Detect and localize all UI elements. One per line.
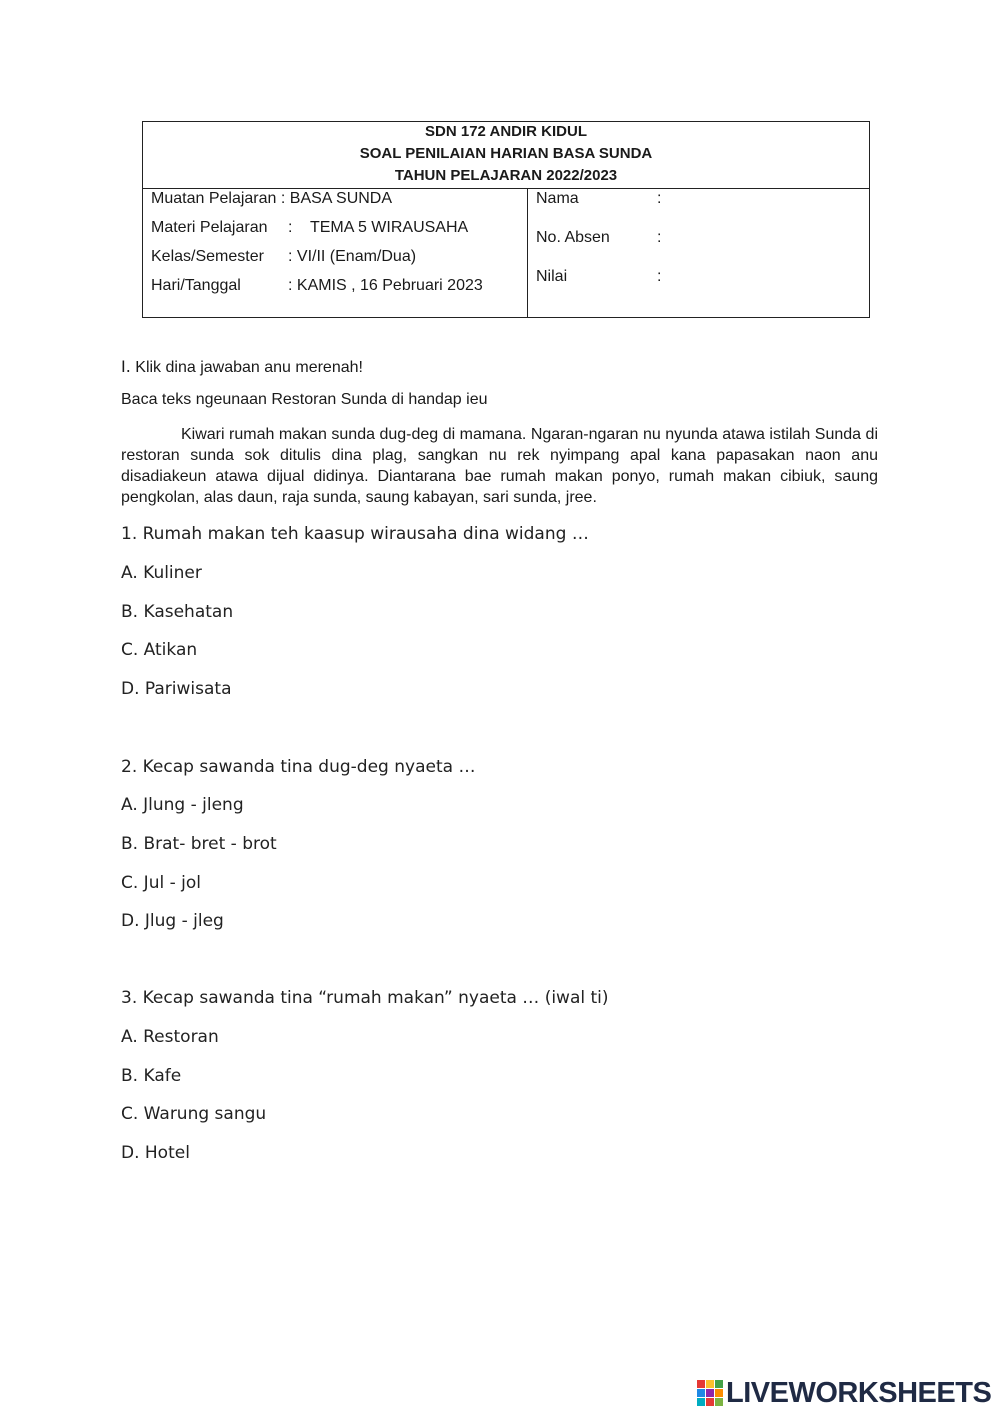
intro-text: Baca teks ngeunaan Restoran Sunda di handap ieu: [121, 391, 488, 408]
logo-square: [697, 1380, 705, 1388]
logo-square: [697, 1389, 705, 1397]
question-1: 1. Rumah makan teh kaasup wirausaha dina widang …: [121, 524, 589, 544]
field-no-absen[interactable]: No. Absen :: [536, 229, 662, 246]
question-2: 2. Kecap sawanda tina dug-deg nyaeta …: [121, 757, 476, 777]
field-nama[interactable]: Nama :: [536, 190, 662, 207]
logo-square: [706, 1398, 714, 1406]
logo-square: [715, 1398, 723, 1406]
exam-title: SOAL PENILAIAN HARIAN BASA SUNDA: [359, 145, 653, 162]
header-divider: [143, 188, 869, 189]
q1-option-c[interactable]: C. Atikan: [121, 640, 198, 660]
logo-square: [715, 1380, 723, 1388]
header-column-divider: [527, 188, 528, 317]
q1-option-b[interactable]: B. Kasehatan: [121, 602, 234, 622]
reading-passage: Kiwari rumah makan sunda dug-deg di mamana. Ngaran-ngaran nu nyunda atawa istilah Sunda di restoran sunda sok ditulis dina plag, sangkan nu rek nyimpang apal kana papasakan naon anu disadiakeun atawa dijual didinya. Diantarana bae rumah makan ponyo, rumah makan cibiuk, saung pengkolan, alas daun, raja sunda, saung kabayan, sari sunda, jree.: [121, 426, 878, 506]
q2-option-d[interactable]: D. Jlug - jleg: [121, 911, 224, 931]
field-muatan: Muatan Pelajaran : BASA SUNDA: [151, 190, 393, 207]
q3-option-c[interactable]: C. Warung sangu: [121, 1104, 267, 1124]
q3-option-b[interactable]: B. Kafe: [121, 1066, 182, 1086]
logo-square: [715, 1389, 723, 1397]
school-name: SDN 172 ANDIR KIDUL: [425, 123, 587, 140]
q2-option-a[interactable]: A. Jlung - jleng: [121, 795, 244, 815]
q3-option-a[interactable]: A. Restoran: [121, 1027, 219, 1047]
logo-text: LIVEWORKSHEETS: [726, 1376, 992, 1409]
field-hari: Hari/Tanggal : KAMIS , 16 Pebruari 2023: [151, 277, 483, 294]
q1-option-d[interactable]: D. Pariwisata: [121, 679, 232, 699]
logo-square: [706, 1380, 714, 1388]
field-nilai[interactable]: Nilai :: [536, 268, 662, 285]
logo-grid-icon: [697, 1380, 723, 1406]
q2-option-b[interactable]: B. Brat- bret - brot: [121, 834, 277, 854]
logo-square: [697, 1398, 705, 1406]
q3-option-d[interactable]: D. Hotel: [121, 1143, 190, 1163]
q2-option-c[interactable]: C. Jul - jol: [121, 873, 201, 893]
logo-square: [706, 1389, 714, 1397]
academic-year: TAHUN PELAJARAN 2022/2023: [394, 167, 618, 184]
instruction: [121, 357, 363, 377]
header-box: [142, 121, 870, 318]
instruction-number: I.: [121, 357, 131, 376]
question-3: 3. Kecap sawanda tina “rumah makan” nyaeta … (iwal ti): [121, 988, 609, 1008]
field-kelas: Kelas/Semester : VI/II (Enam/Dua): [151, 248, 417, 265]
liveworksheets-logo[interactable]: [697, 1378, 991, 1408]
instruction-text: Klik dina jawaban anu merenah!: [135, 359, 363, 376]
q1-option-a[interactable]: A. Kuliner: [121, 563, 202, 583]
field-materi: Materi Pelajaran : TEMA 5 WIRAUSAHA: [151, 219, 469, 236]
